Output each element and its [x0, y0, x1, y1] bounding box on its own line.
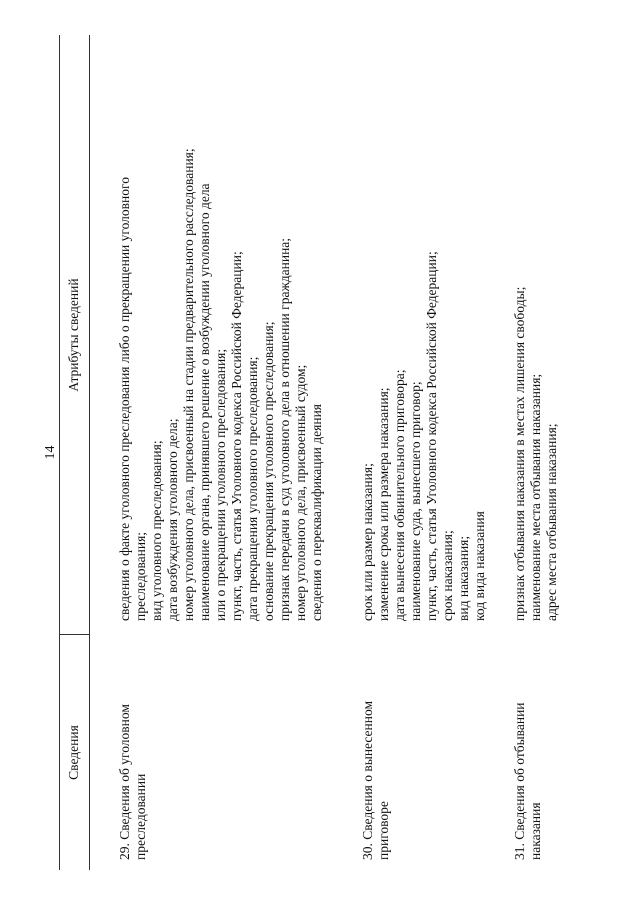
attribute-line: адрес места отбывания наказания; [544, 423, 559, 621]
row-29-attributes [117, 148, 325, 621]
header-col-attributes: Атрибуты сведений [66, 278, 81, 392]
attribute-line: вид наказания; [456, 535, 471, 621]
attribute-line: срок или размер наказания; [360, 463, 375, 621]
row-31-title-line: наказания [528, 802, 543, 860]
attribute-line: наименование места отбывания наказания; [528, 373, 543, 621]
attribute-line: основание прекращения уголовного преследования; [261, 321, 276, 621]
attribute-line: вид уголовного преследования; [149, 440, 164, 621]
attribute-line: срок наказания; [440, 530, 455, 621]
attribute-line: сведения о факте уголовного преследования либо о прекращении уголовного [117, 177, 132, 621]
attribute-line: номер уголовного дела, присвоенный судом; [293, 364, 308, 621]
row-31-title [512, 702, 544, 860]
attribute-line: наименование суда, вынесшего приговор; [408, 381, 423, 621]
row-31-title-line: 31. Сведения об отбывании [512, 702, 527, 860]
header-col-svedeniya: Сведения [66, 725, 81, 780]
row-29-title-line: преследовании [133, 773, 148, 860]
row-29-title-line: 29. Сведения об уголовном [117, 704, 132, 860]
attribute-line: дата прекращения уголовного преследования; [245, 356, 260, 621]
row-29-title [117, 704, 149, 860]
attribute-line: пункт, часть, статья Уголовного кодекса Российской Федерации; [424, 251, 439, 621]
row-30-attributes [360, 251, 488, 621]
row-30-title-line: приговоре [376, 801, 391, 860]
attribute-line: признак отбывания наказания в местах лишения свободы; [512, 286, 527, 621]
attribute-line: сведения о переквалификации деяния [309, 403, 324, 621]
page-number: 14 [43, 445, 58, 460]
attribute-line: номер уголовного дела, присвоенный на стадии предварительного расследования; [181, 148, 196, 621]
attribute-line: пункт, часть, статья Уголовного кодекса Российской Федерации; [229, 251, 244, 621]
attribute-line: или о прекращении уголовного преследования; [213, 348, 228, 621]
attribute-line: код вида наказания [472, 511, 487, 621]
row-31-attributes [512, 287, 560, 621]
attribute-line: признак передачи в суд уголовного дела в отношении гражданина; [277, 237, 292, 621]
attribute-line: дата возбуждения уголовного дела; [165, 418, 180, 621]
attribute-line: изменение срока или размера наказания; [376, 387, 391, 621]
attribute-line: дата вынесения обвинительного приговора; [392, 369, 407, 621]
attribute-line: преследования; [133, 531, 148, 621]
header-bottom-border [89, 35, 90, 870]
attribute-line: наименование органа, принявшего решение о возбуждении уголовного дела [197, 183, 212, 621]
row-30-title-line: 30. Сведения о вынесенном [360, 700, 375, 860]
row-30-title [360, 701, 392, 860]
